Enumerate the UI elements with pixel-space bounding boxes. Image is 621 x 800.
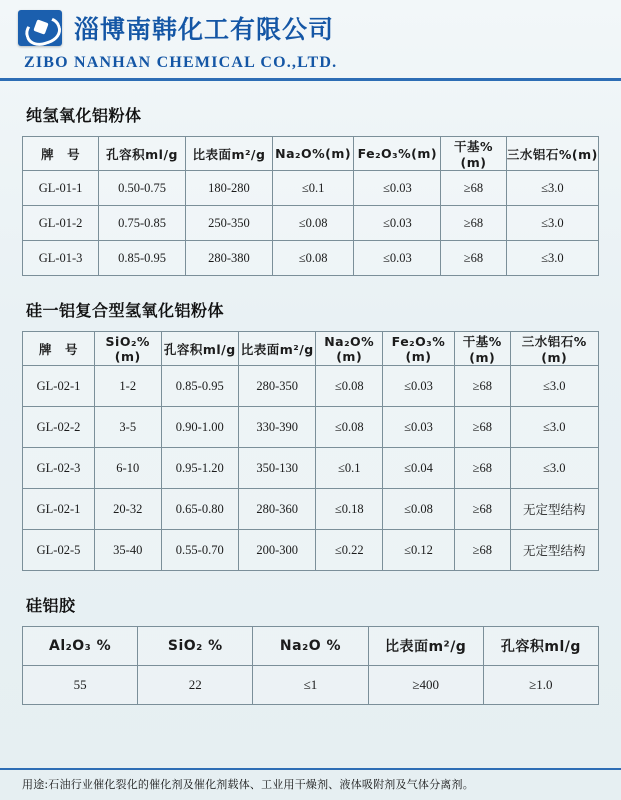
table-header-row xyxy=(23,137,599,171)
cell: ≤0.22 xyxy=(316,530,383,571)
cell: ≤0.1 xyxy=(272,171,354,206)
column-header: 孔容积ml/g xyxy=(99,137,186,171)
cell: ≤0.08 xyxy=(316,366,383,407)
table-row xyxy=(23,171,599,206)
table-header-row xyxy=(23,332,599,366)
cell: ≥68 xyxy=(441,171,506,206)
cell: ≥68 xyxy=(441,206,506,241)
table-row xyxy=(23,366,599,407)
cell: GL-01-3 xyxy=(23,241,99,276)
cell: ≥68 xyxy=(454,407,510,448)
column-header: 比表面m²/g xyxy=(368,627,483,666)
cell: GL-02-5 xyxy=(23,530,95,571)
cell: ≤3.0 xyxy=(506,171,598,206)
cell: ≤0.08 xyxy=(382,489,454,530)
cell: ≤0.03 xyxy=(354,241,441,276)
cell: ≤0.1 xyxy=(316,448,383,489)
section-pure-aluminium-hydroxide-powder xyxy=(0,103,621,276)
company-name-en: ZIBO NANHAN CHEMICAL CO.,LTD. xyxy=(24,54,338,71)
cell: ≥68 xyxy=(454,448,510,489)
cell: GL-02-3 xyxy=(23,448,95,489)
column-header: 干基%(m) xyxy=(441,137,506,171)
cell: 250-350 xyxy=(186,206,273,241)
cell: 1-2 xyxy=(95,366,162,407)
cell: 0.75-0.85 xyxy=(99,206,186,241)
table-row xyxy=(23,489,599,530)
column-header: Na₂O%(m) xyxy=(316,332,383,366)
page-header xyxy=(0,0,621,81)
cell: 280-380 xyxy=(186,241,273,276)
cell: 0.50-0.75 xyxy=(99,171,186,206)
cell: GL-02-2 xyxy=(23,407,95,448)
section-title: 纯氢氧化铝粉体 xyxy=(26,106,142,125)
column-header: SiO₂%(m) xyxy=(95,332,162,366)
table-gel xyxy=(22,626,599,705)
cell: ≤0.08 xyxy=(316,407,383,448)
column-header: Fe₂O₃%(m) xyxy=(354,137,441,171)
cell: 0.90-1.00 xyxy=(161,407,238,448)
cell: 330-390 xyxy=(238,407,315,448)
column-header: 牌 号 xyxy=(23,137,99,171)
cell: 200-300 xyxy=(238,530,315,571)
cell: ≤0.18 xyxy=(316,489,383,530)
cell: GL-01-2 xyxy=(23,206,99,241)
cell: 280-360 xyxy=(238,489,315,530)
section-silica-alumina-gel xyxy=(0,593,621,705)
cell: 350-130 xyxy=(238,448,315,489)
table-row xyxy=(23,407,599,448)
table-row xyxy=(23,241,599,276)
column-header: 孔容积ml/g xyxy=(483,627,598,666)
cell: ≤0.08 xyxy=(272,241,354,276)
cell: 280-350 xyxy=(238,366,315,407)
cell: 0.65-0.80 xyxy=(161,489,238,530)
section-title: 硅一铝复合型氢氧化铝粉体 xyxy=(26,301,225,320)
cell: 55 xyxy=(23,666,138,705)
page-footer xyxy=(0,768,621,800)
cell: ≤3.0 xyxy=(510,407,598,448)
cell: ≥68 xyxy=(454,530,510,571)
cell: ≤1 xyxy=(253,666,368,705)
usage-note: 用途:石油行业催化裂化的催化剂及催化剂载体、工业用干燥剂、液体吸附剂及气体分离剂。 xyxy=(22,778,474,791)
cell: 0.85-0.95 xyxy=(99,241,186,276)
cell: 6-10 xyxy=(95,448,162,489)
cell: ≤0.03 xyxy=(382,407,454,448)
table-row xyxy=(23,206,599,241)
column-header: 三水铝石%(m) xyxy=(510,332,598,366)
header-title-row xyxy=(0,10,621,46)
cell: 无定型结构 xyxy=(510,489,598,530)
cell: 0.55-0.70 xyxy=(161,530,238,571)
cell: GL-01-1 xyxy=(23,171,99,206)
column-header: SiO₂ % xyxy=(138,627,253,666)
cell: 20-32 xyxy=(95,489,162,530)
cell: 180-280 xyxy=(186,171,273,206)
cell: ≤3.0 xyxy=(506,241,598,276)
cell: ≤0.04 xyxy=(382,448,454,489)
column-header: 三水铝石%(m) xyxy=(506,137,598,171)
cell: ≥68 xyxy=(441,241,506,276)
cell: ≤3.0 xyxy=(510,366,598,407)
cell: ≤0.03 xyxy=(354,206,441,241)
cell: ≤0.03 xyxy=(354,171,441,206)
table-row xyxy=(23,530,599,571)
header-divider xyxy=(0,78,621,81)
column-header: 牌 号 xyxy=(23,332,95,366)
cell: ≤3.0 xyxy=(510,448,598,489)
cell: 无定型结构 xyxy=(510,530,598,571)
column-header: 比表面m²/g xyxy=(238,332,315,366)
table-row xyxy=(23,666,599,705)
table-header-row xyxy=(23,627,599,666)
column-header: Fe₂O₃%(m) xyxy=(382,332,454,366)
column-header: Na₂O % xyxy=(253,627,368,666)
cell: ≥68 xyxy=(454,366,510,407)
section-title: 硅铝胶 xyxy=(26,596,76,615)
cell: ≤0.03 xyxy=(382,366,454,407)
cell: GL-02-1 xyxy=(23,366,95,407)
cell: 35-40 xyxy=(95,530,162,571)
cell: ≥68 xyxy=(454,489,510,530)
cell: ≤0.12 xyxy=(382,530,454,571)
column-header: 干基%(m) xyxy=(454,332,510,366)
company-logo-icon xyxy=(18,10,62,46)
cell: ≥400 xyxy=(368,666,483,705)
table-pure-powder xyxy=(22,136,599,276)
cell: ≥1.0 xyxy=(483,666,598,705)
cell: 0.85-0.95 xyxy=(161,366,238,407)
column-header: Na₂O%(m) xyxy=(272,137,354,171)
company-name-cn: 淄博南韩化工有限公司 xyxy=(74,15,335,44)
column-header: 比表面m²/g xyxy=(186,137,273,171)
table-row xyxy=(23,448,599,489)
column-header: 孔容积ml/g xyxy=(161,332,238,366)
cell: 0.95-1.20 xyxy=(161,448,238,489)
table-composite-powder xyxy=(22,331,599,571)
column-header: Al₂O₃ % xyxy=(23,627,138,666)
section-silica-alumina-composite-powder xyxy=(0,298,621,571)
cell: GL-02-1 xyxy=(23,489,95,530)
cell: 3-5 xyxy=(95,407,162,448)
cell: 22 xyxy=(138,666,253,705)
cell: ≤3.0 xyxy=(506,206,598,241)
cell: ≤0.08 xyxy=(272,206,354,241)
